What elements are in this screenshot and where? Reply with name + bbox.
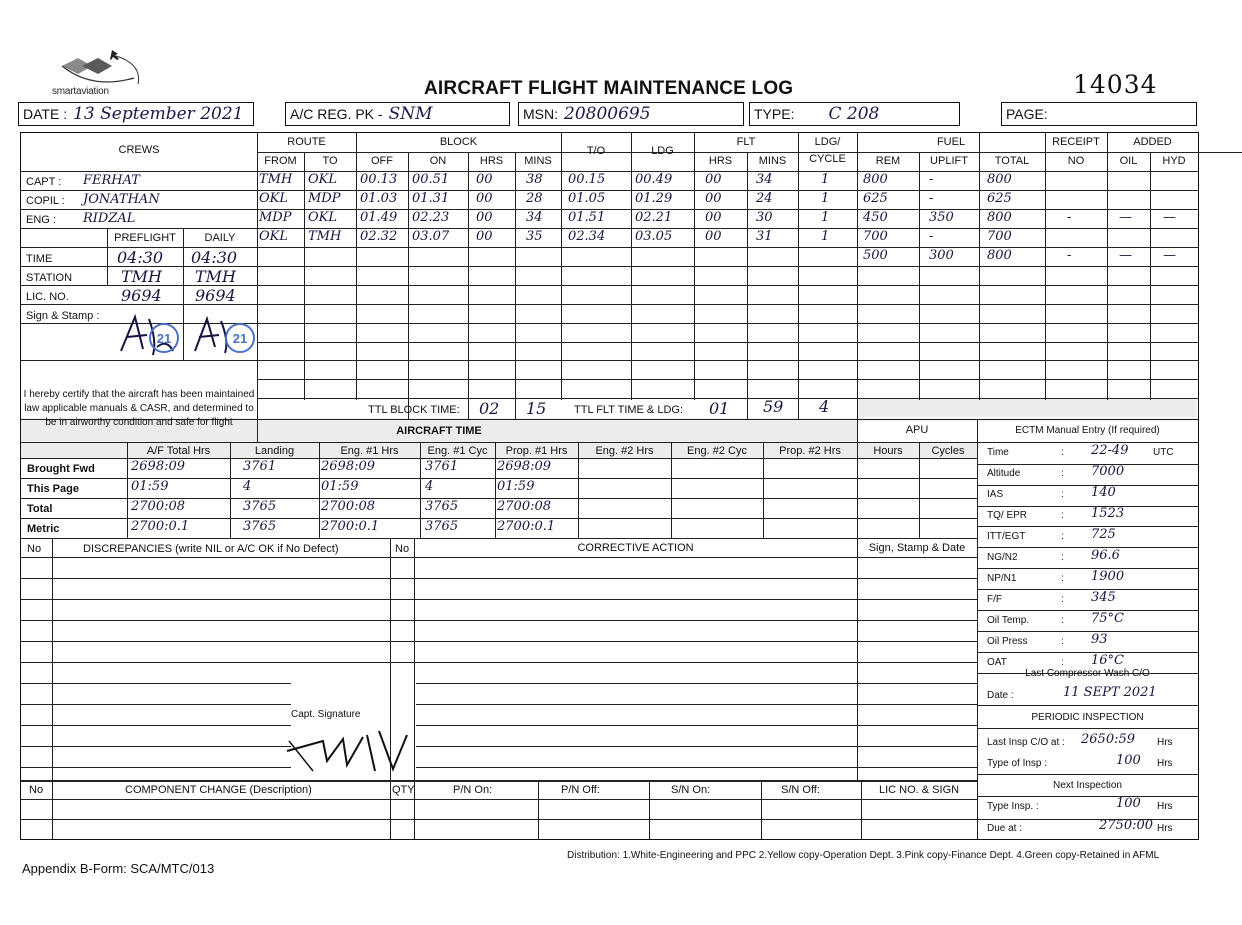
capt-label: CAPT :: [26, 176, 62, 188]
page-label: PAGE:: [1006, 106, 1048, 122]
lic-daily: 9694: [195, 286, 236, 305]
ectm-label: Oil Press: [987, 636, 1028, 647]
type-insp-unit: Hrs: [1157, 758, 1173, 769]
capt-value: FERHAT: [83, 173, 140, 188]
ectm-colon: :: [1061, 552, 1064, 563]
block-mins-header: MINS: [524, 155, 552, 167]
ectm-value: 1523: [1091, 506, 1125, 521]
ectm-value: 1900: [1091, 569, 1125, 584]
flight-cell-hrs: 00: [476, 172, 493, 187]
flight-cell-off: 01.49: [360, 210, 398, 225]
pn-off-header: P/N Off:: [561, 784, 600, 796]
certification-text: I hereby certify that the aircraft has been maintained law applicable manuals & CASR, and determined to be in airworthy condition and safe for flight: [23, 389, 255, 428]
ectm-label: Time: [987, 447, 1009, 458]
corrective-action-header: CORRECTIVE ACTION: [577, 542, 694, 554]
ectm-colon: :: [1061, 531, 1064, 542]
aircraft-time-cell-landing: 4: [243, 479, 252, 494]
ectm-label: NP/N1: [987, 573, 1017, 584]
time-label: TIME: [26, 253, 53, 265]
crews-header: CREWS: [118, 144, 160, 156]
copil-value: JONATHAN: [83, 192, 160, 207]
ectm-label: OAT: [987, 657, 1007, 668]
aircraft-time-row-label: Total: [27, 503, 53, 515]
aircraft-time-col-header: A/F Total Hrs: [146, 445, 211, 457]
date-field[interactable]: [18, 102, 254, 126]
flight-cell-on: 01.31: [412, 191, 450, 206]
fuel-cell-oil: —: [1119, 248, 1132, 263]
aircraft-time-cell-landing: 3765: [243, 519, 277, 534]
component-header: COMPONENT CHANGE (Description): [125, 784, 312, 796]
page-title: AIRCRAFT FLIGHT MAINTENANCE LOG: [424, 78, 794, 99]
aircraft-time-cell-landing: 3765: [243, 499, 277, 514]
fuel-cell-total: 800: [987, 210, 1012, 225]
ectm-colon: :: [1061, 657, 1064, 668]
flight-cell-flt_hrs: 00: [705, 191, 722, 206]
ectm-label: IAS: [987, 489, 1004, 500]
flight-cell-from: TMH: [259, 172, 293, 187]
ectm-label: NG/N2: [987, 552, 1018, 563]
type-insp2-label: Type Insp. :: [987, 801, 1039, 812]
fuel-cell-rem: 450: [863, 210, 888, 225]
to-header: TO: [322, 155, 338, 167]
flight-cell-flt_mins: 24: [756, 191, 773, 206]
aircraft-time-cell-af: 2698:09: [131, 459, 186, 474]
page-field[interactable]: [1001, 102, 1197, 126]
route-header: ROUTE: [287, 136, 326, 148]
daily-stamp: 21: [225, 323, 255, 353]
ttl-block-hrs: 02: [479, 399, 500, 418]
next-inspection-title: Next Inspection: [1053, 780, 1122, 791]
ectm-label: Altitude: [987, 468, 1021, 479]
apu-cycles-header: Cycles: [931, 445, 965, 457]
lic-sign-header: LIC NO. & SIGN: [879, 784, 960, 796]
msn-field[interactable]: [518, 102, 744, 126]
rem-header: REM: [875, 155, 901, 167]
type-insp2-value: 100: [1116, 796, 1141, 811]
fuel-cell-total: 800: [987, 248, 1012, 263]
aircraft-time-row-label: Metric: [27, 523, 60, 535]
receipt-header: RECEIPT: [1052, 136, 1100, 148]
sn-off-header: S/N Off:: [781, 784, 820, 796]
fuel-cell-oil: —: [1119, 210, 1132, 225]
flight-cell-to_time: 02.34: [568, 229, 606, 244]
flight-cell-from: OKL: [259, 191, 289, 206]
ttl-flt-hrs: 01: [709, 399, 730, 418]
aircraft-time-cell-eng1hrs: 2700:0.1: [321, 519, 380, 534]
block-header: BLOCK: [439, 136, 478, 148]
fuel-cell-rem: 800: [863, 172, 888, 187]
daily-header: DAILY: [204, 232, 236, 244]
fuel-cell-total: 625: [987, 191, 1012, 206]
flight-cell-hrs: 00: [476, 210, 493, 225]
ac-reg-value: SNM: [388, 104, 433, 124]
flight-cell-off: 02.32: [360, 229, 398, 244]
type-insp-value: 100: [1116, 753, 1141, 768]
aircraft-time-cell-af: 2700:08: [131, 499, 186, 514]
ectm-colon: :: [1061, 510, 1064, 521]
due-at-unit: Hrs: [1157, 823, 1173, 834]
eng-label: ENG :: [26, 214, 56, 226]
aircraft-time-cell-prop1: 2698:09: [497, 459, 552, 474]
ectm-label: TQ/ EPR: [987, 510, 1028, 521]
logo-text: smartaviation: [52, 86, 109, 97]
fuel-header: FUEL: [936, 136, 966, 148]
flight-cell-flt_hrs: 00: [705, 172, 722, 187]
ectm-title: ECTM Manual Entry (If required): [1015, 425, 1160, 436]
flight-cell-flt_mins: 34: [756, 172, 773, 187]
ectm-label: F/F: [987, 594, 1002, 605]
type-label: TYPE:: [754, 106, 795, 122]
compressor-wash-title: Last Compressor Wash C/O: [1025, 668, 1150, 679]
sign-stamp-label: Sign & Stamp :: [26, 310, 100, 322]
flight-cell-from: OKL: [259, 229, 289, 244]
maintenance-log-grid: [20, 132, 1199, 840]
to-time-header: T/O: [586, 145, 606, 157]
flight-cell-cycle: 1: [821, 172, 830, 187]
ectm-value: 93: [1091, 632, 1108, 647]
flight-cell-on: 00.51: [412, 172, 450, 187]
off-header: OFF: [371, 155, 393, 167]
type-insp2-unit: Hrs: [1157, 801, 1173, 812]
aircraft-time-cell-eng1cyc: 4: [425, 479, 434, 494]
hyd-header: HYD: [1162, 155, 1186, 167]
ectm-colon: :: [1061, 594, 1064, 605]
aircraft-time-cell-eng1hrs: 01:59: [321, 479, 359, 494]
aircraft-time-title: AIRCRAFT TIME: [396, 425, 482, 437]
fuel-cell-total: 800: [987, 172, 1012, 187]
eng-value: RIDZAL: [83, 211, 136, 226]
fuel-cell-rem: 700: [863, 229, 888, 244]
discrepancy-no-header: No: [27, 543, 42, 555]
ectm-value: 140: [1091, 485, 1116, 500]
flight-cell-from: MDP: [259, 210, 292, 225]
fuel-cell-uplift: -: [929, 229, 934, 244]
flight-cell-to: OKL: [308, 210, 338, 225]
flight-cell-ldg: 02.21: [635, 210, 673, 225]
aircraft-time-col-header: Eng. #1 Hrs: [340, 445, 399, 457]
ttl-block-mins: 15: [526, 399, 547, 418]
ectm-colon: :: [1061, 489, 1064, 500]
aircraft-time-col-header: Landing: [254, 445, 295, 457]
aircraft-time-row-label: Brought Fwd: [27, 463, 95, 475]
station-daily: TMH: [195, 267, 237, 286]
apu-header: APU: [905, 424, 929, 436]
fuel-cell-total: 700: [987, 229, 1012, 244]
flight-cell-ldg: 00.49: [635, 172, 673, 187]
aircraft-time-cell-prop1: 2700:0.1: [497, 519, 556, 534]
flt-hrs-header: HRS: [708, 155, 733, 167]
preflight-stamp: 21: [149, 323, 179, 353]
flight-cell-mins: 34: [526, 210, 543, 225]
flight-cell-to_time: 01.51: [568, 210, 606, 225]
serial-number: 14034: [1073, 70, 1158, 99]
periodic-inspection-title: PERIODIC INSPECTION: [1031, 712, 1144, 723]
lic-preflight: 9694: [121, 286, 162, 305]
due-at-label: Due at :: [987, 823, 1023, 834]
fuel-cell-rem: 500: [863, 248, 888, 263]
type-insp-label: Type of Insp :: [987, 758, 1048, 769]
flight-cell-cycle: 1: [821, 229, 830, 244]
aircraft-time-cell-landing: 3761: [243, 459, 277, 474]
sign-stamp-date-header: Sign, Stamp & Date: [868, 542, 966, 554]
ectm-colon: :: [1061, 468, 1064, 479]
capt-signature-label: Capt. Signature: [291, 709, 361, 720]
ttl-ldg: 4: [819, 397, 830, 416]
total-header: TOTAL: [994, 155, 1030, 167]
ac-reg-field[interactable]: [285, 102, 510, 126]
flight-cell-flt_hrs: 00: [705, 210, 722, 225]
ectm-value: 75°C: [1091, 611, 1124, 626]
ttl-flt-mins: 59: [763, 397, 784, 416]
ectm-value: 96.6: [1091, 548, 1120, 563]
fuel-cell-uplift: 300: [929, 248, 954, 263]
distribution-note: Distribution: 1.White-Engineering and PPC 2.Yellow copy-Operation Dept. 3.Pink copy-Finance Dept. 4.Green copy-Retained in AFML: [567, 850, 1160, 861]
aircraft-time-cell-prop1: 01:59: [497, 479, 535, 494]
flt-header: FLT: [736, 136, 756, 148]
flight-cell-cycle: 1: [821, 191, 830, 206]
ectm-value: 16°C: [1091, 653, 1124, 668]
flight-cell-mins: 28: [526, 191, 543, 206]
flight-cell-hrs: 00: [476, 229, 493, 244]
form-number: Appendix B-Form: SCA/MTC/013: [22, 861, 215, 876]
ttl-flt-label: TTL FLT TIME & LDG:: [574, 404, 684, 416]
receipt-no-header: NO: [1067, 155, 1085, 167]
flight-cell-to_time: 00.15: [568, 172, 606, 187]
type-value: C 208: [828, 104, 880, 124]
date-label: DATE :: [23, 106, 68, 122]
uplift-header: UPLIFT: [930, 155, 968, 167]
time-preflight: 04:30: [117, 248, 164, 267]
ttl-block-label: TTL BLOCK TIME:: [368, 404, 460, 416]
lic-label: LIC. NO.: [26, 291, 69, 303]
component-no-header: No: [29, 784, 44, 796]
flight-cell-off: 01.03: [360, 191, 398, 206]
due-at-value: 2750:00: [1099, 818, 1154, 833]
ectm-value: 22-49: [1091, 443, 1129, 458]
discrepancy-header: DISCREPANCIES (write NIL or A/C OK if No Defect): [83, 543, 339, 555]
aircraft-time-col-header: Eng. #2 Hrs: [595, 445, 654, 457]
pn-on-header: P/N On:: [453, 784, 493, 796]
fuel-cell-receipt: -: [1067, 210, 1072, 225]
aircraft-time-cell-eng1hrs: 2700:08: [321, 499, 376, 514]
fuel-cell-uplift: 350: [929, 210, 954, 225]
fuel-cell-receipt: -: [1067, 248, 1072, 263]
aircraft-time-cell-eng1cyc: 3765: [425, 519, 459, 534]
flight-cell-mins: 35: [526, 229, 543, 244]
shade-bar-right: [857, 399, 1197, 417]
flight-cell-on: 02.23: [412, 210, 450, 225]
ectm-colon: :: [1061, 636, 1064, 647]
flight-cell-flt_mins: 30: [756, 210, 773, 225]
flight-cell-ldg: 03.05: [635, 229, 673, 244]
captain-signature-icon: [283, 721, 413, 777]
compressor-date-value: 11 SEPT 2021: [1063, 685, 1157, 700]
aircraft-time-cell-af: 01:59: [131, 479, 169, 494]
flight-cell-off: 00.13: [360, 172, 398, 187]
ldg-header: LDG: [651, 145, 674, 157]
date-value: 13 September 2021: [73, 104, 244, 124]
apu-hours-header: Hours: [873, 445, 903, 457]
oil-header: OIL: [1119, 155, 1138, 167]
flight-cell-to: MDP: [308, 191, 341, 206]
ectm-colon: :: [1061, 447, 1064, 458]
qty-header: QTY: [392, 784, 415, 796]
station-preflight: TMH: [121, 267, 163, 286]
ectm-unit: UTC: [1153, 447, 1174, 458]
last-insp-value: 2650:59: [1081, 732, 1136, 747]
flight-cell-cycle: 1: [821, 210, 830, 225]
msn-label: MSN:: [523, 106, 558, 122]
flight-cell-flt_mins: 31: [756, 229, 773, 244]
aircraft-time-cell-af: 2700:0.1: [131, 519, 190, 534]
flight-cell-mins: 38: [526, 172, 543, 187]
fuel-cell-hyd: —: [1163, 248, 1176, 263]
fuel-cell-uplift: -: [929, 172, 934, 187]
aircraft-time-cell-eng1cyc: 3765: [425, 499, 459, 514]
aircraft-time-col-header: Eng. #1 Cyc: [427, 445, 488, 457]
block-hrs-header: HRS: [479, 155, 504, 167]
aircraft-time-cell-eng1cyc: 3761: [425, 459, 459, 474]
ac-reg-label: A/C REG. PK -: [290, 106, 383, 122]
from-header: FROM: [264, 155, 297, 167]
ectm-colon: :: [1061, 573, 1064, 584]
preflight-header: PREFLIGHT: [114, 232, 176, 244]
aircraft-time-row-label: This Page: [27, 483, 79, 495]
added-header: ADDED: [1133, 136, 1172, 148]
copil-label: COPIL :: [26, 195, 65, 207]
aircraft-time-cell-eng1hrs: 2698:09: [321, 459, 376, 474]
station-label: STATION: [26, 272, 73, 284]
aircraft-time-col-header: Prop. #2 Hrs: [779, 445, 841, 457]
ectm-value: 725: [1091, 527, 1116, 542]
flt-mins-header: MINS: [758, 155, 787, 167]
time-daily: 04:30: [191, 248, 238, 267]
compressor-date-label: Date :: [987, 690, 1014, 701]
flight-cell-to: TMH: [308, 229, 342, 244]
flight-cell-ldg: 01.29: [635, 191, 673, 206]
last-insp-label: Last Insp C/O at :: [987, 737, 1065, 748]
aircraft-time-cell-prop1: 2700:08: [497, 499, 552, 514]
ectm-colon: :: [1061, 615, 1064, 626]
flight-cell-to: OKL: [308, 172, 338, 187]
msn-value: 20800695: [564, 104, 651, 124]
ldg-cycle-header-2: CYCLE: [809, 153, 846, 165]
fuel-cell-uplift: -: [929, 191, 934, 206]
ldg-cycle-header-1: LDG/: [814, 136, 841, 148]
aircraft-time-col-header: Eng. #2 Cyc: [687, 445, 747, 457]
aircraft-time-col-header: Prop. #1 Hrs: [505, 445, 568, 457]
sn-on-header: S/N On:: [671, 784, 711, 796]
flight-cell-flt_hrs: 00: [705, 229, 722, 244]
type-field[interactable]: [749, 102, 960, 126]
flight-cell-hrs: 00: [476, 191, 493, 206]
flight-cell-on: 03.07: [412, 229, 450, 244]
ectm-label: ITT/EGT: [987, 531, 1026, 542]
fuel-cell-hyd: —: [1163, 210, 1176, 225]
ectm-label: Oil Temp.: [987, 615, 1030, 626]
fuel-cell-rem: 625: [863, 191, 888, 206]
flight-cell-to_time: 01.05: [568, 191, 606, 206]
corrective-no-header: No: [395, 543, 410, 555]
last-insp-unit: Hrs: [1157, 737, 1173, 748]
ectm-value: 345: [1091, 590, 1116, 605]
ectm-value: 7000: [1091, 464, 1125, 479]
on-header: ON: [429, 155, 447, 167]
